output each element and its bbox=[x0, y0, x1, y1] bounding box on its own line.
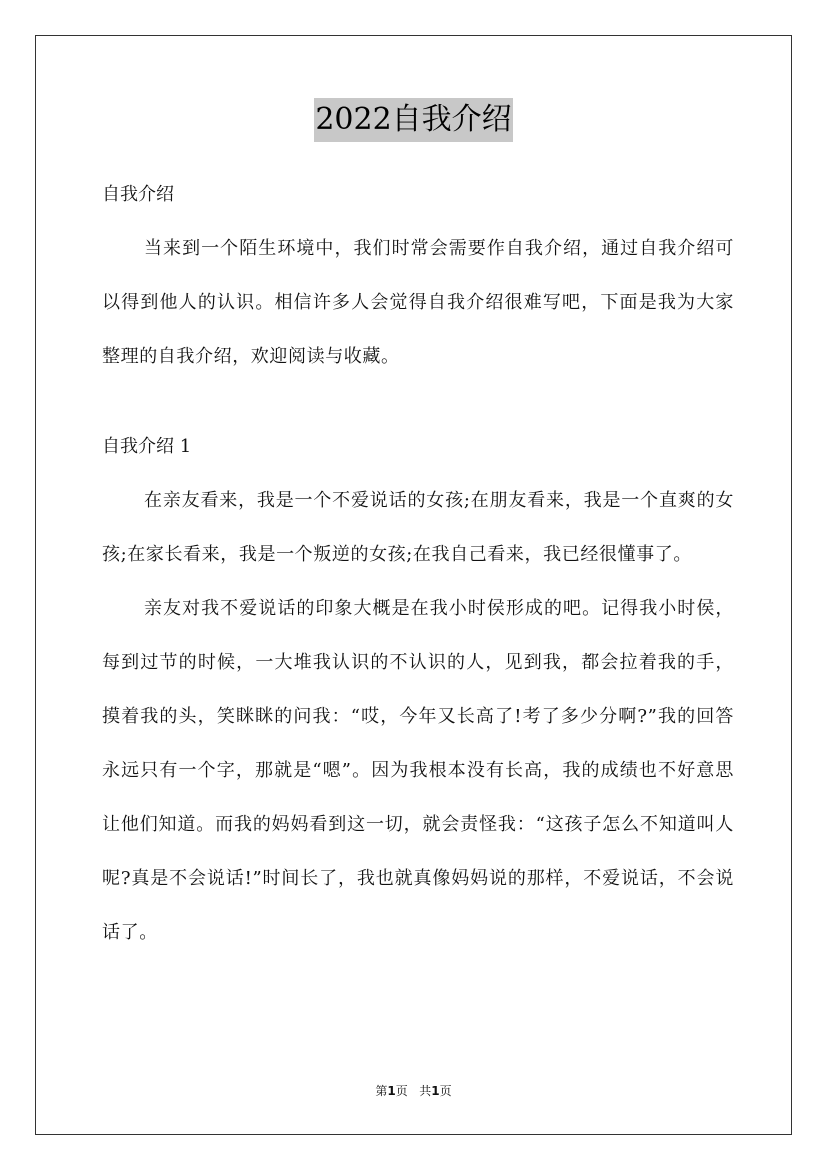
page-footer bbox=[0, 1082, 827, 1100]
section-spacer bbox=[102, 384, 734, 420]
section-heading-intro: 自我介绍 bbox=[102, 184, 174, 205]
page-current-prefix: 第 bbox=[375, 1084, 388, 1098]
page-current-number: 1 bbox=[387, 1084, 396, 1098]
document-body bbox=[102, 168, 734, 960]
title-wrap bbox=[0, 98, 827, 142]
page-total-prefix: 共 bbox=[419, 1084, 432, 1098]
paragraph-part1-2: 亲友对我不爱说话的印象大概是在我小时侯形成的吧。记得我小时侯，每到过节的时候，一大堆我认识的不认识的人，见到我，都会拉着我的手，摸着我的头，笑眯眯的问我：“哎，今年又长高了!考了多少分啊?”我的回答永远只有一个字，那就是“嗯”。因为我根本没有长高，我的成绩也不好意思让他们知道。而我的妈妈看到这一切，就会责怪我：“这孩子怎么不知道叫人呢?真是不会说话!”时间长了，我也就真像妈妈说的那样，不爱说话，不会说话了。 bbox=[102, 598, 734, 943]
document-title: 2022自我介绍 bbox=[314, 98, 512, 142]
paragraph-part1-1: 在亲友看来，我是一个不爱说话的女孩;在朋友看来，我是一个直爽的女孩;在家长看来，我是一个叛逆的女孩;在我自己看来，我已经很懂事了。 bbox=[102, 490, 734, 565]
page-current-suffix: 页 bbox=[395, 1084, 408, 1098]
section-heading-part1: 自我介绍 1 bbox=[102, 436, 192, 457]
paragraph-intro: 当来到一个陌生环境中，我们时常会需要作自我介绍，通过自我介绍可以得到他人的认识。相信许多人会觉得自我介绍很难写吧，下面是我为大家整理的自我介绍，欢迎阅读与收藏。 bbox=[102, 238, 734, 367]
page-total-number: 1 bbox=[431, 1084, 440, 1098]
page-total-suffix: 页 bbox=[439, 1084, 452, 1098]
